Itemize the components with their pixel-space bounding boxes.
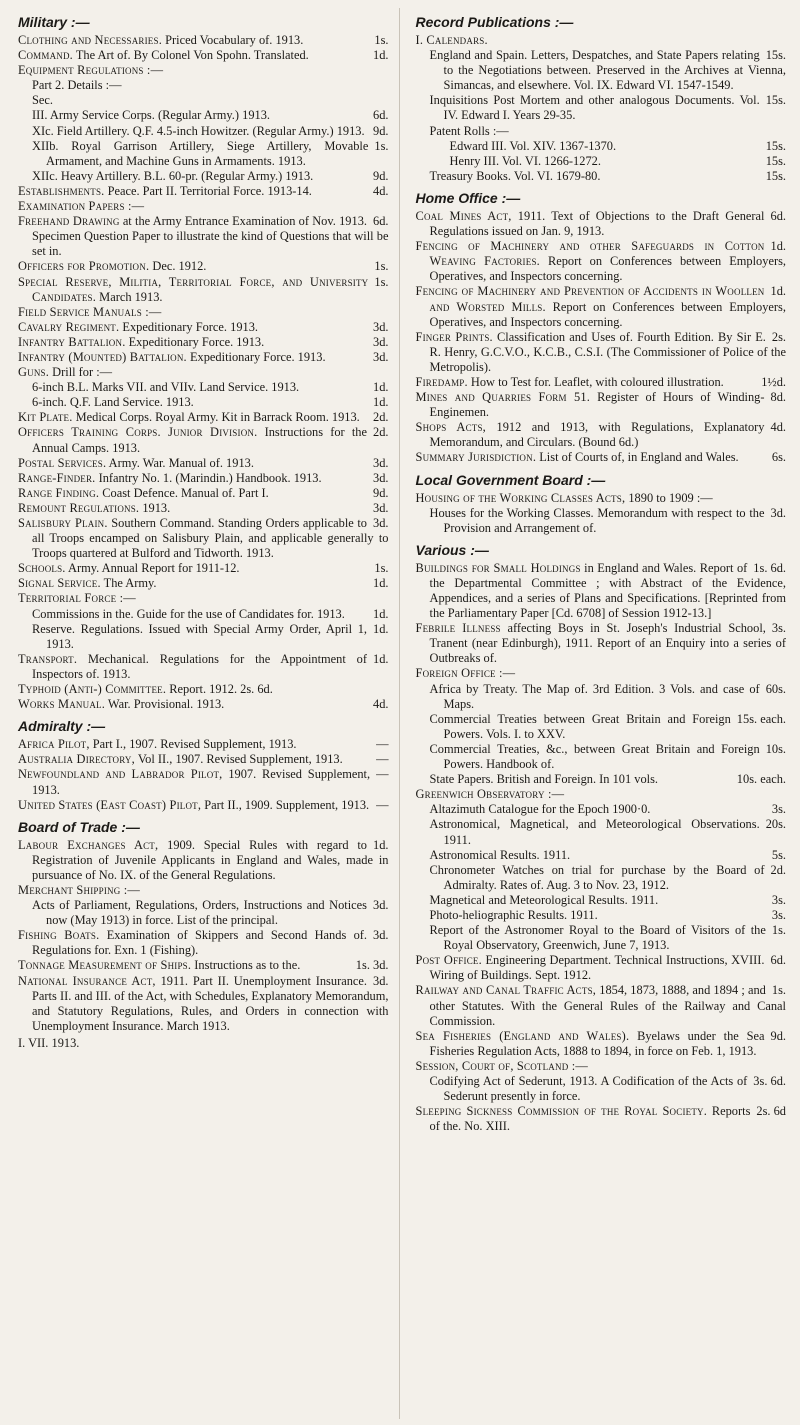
catalogue-entry [18, 305, 389, 320]
entry-price: 3s. [771, 802, 786, 817]
catalogue-entry [18, 275, 389, 305]
catalogue-entry [18, 682, 389, 697]
catalogue-entry [18, 93, 389, 108]
catalogue-entry [416, 284, 787, 329]
entry-price: 1s. [374, 138, 389, 153]
entry-title: Coal Mines Act, [415, 208, 512, 223]
entry-text: 1913. [142, 500, 171, 515]
entry-title: Fencing of Machinery and Prevention of Accidents in Woollen and Worsted Mills. [415, 284, 765, 314]
entry-text: War. Provisional. 1913. [107, 697, 225, 712]
entry-title: Cavalry Regiment. [18, 319, 120, 334]
entry-title: Salisbury Plain. [18, 516, 108, 530]
entry-title: Foreign Office :— [415, 666, 516, 681]
entry-text: Treasury Books. Vol. VI. 1679-80. [429, 168, 601, 183]
entry-text: Peace. Part II. Territorial Force. 1913-14. [107, 183, 312, 198]
entry-text: 1909. Special Rules with regard to Registration of Juvenile Applicants in England and Wales, made in pursuance of No. IX. of the General Regulations. [32, 837, 389, 882]
entry-price: 3d. [373, 455, 389, 470]
entry-text: Edward III. Vol. XIV. 1367-1370. [449, 138, 617, 153]
entry-text: Magnetical and Meteorological Results. 1911. [429, 892, 659, 907]
catalogue-entry [18, 169, 389, 184]
entry-title: Tonnage Measurement of Ships. [18, 958, 192, 973]
entry-text: 6-inch. Q.F. Land Service. 1913. [32, 395, 194, 410]
entry-text: List of Courts of, in England and Wales. [539, 450, 739, 465]
entry-price: 3d. [373, 349, 389, 364]
catalogue-entry [416, 1104, 787, 1134]
entry-price: 1d. [373, 837, 389, 852]
catalogue-entry [18, 78, 389, 93]
left-column [18, 8, 400, 1419]
catalogue-entry [18, 501, 389, 516]
entry-price: 1s. [771, 983, 786, 998]
catalogue-entry [416, 1074, 787, 1104]
catalogue-entry [18, 410, 389, 425]
catalogue-entry [416, 1059, 787, 1074]
entry-price: 3d. [373, 470, 389, 485]
entry-title: Command. [18, 48, 73, 63]
catalogue-entry [18, 320, 389, 335]
entry-price: 1s. 6d. [753, 560, 786, 575]
entry-title: Summary Jurisdiction. [415, 450, 537, 465]
catalogue-entry [416, 666, 787, 681]
entry-title: Febrile Illness [415, 621, 501, 636]
entry-title: United States (East Coast) Pilot, [18, 797, 202, 812]
entry-price: — [376, 767, 389, 782]
entry-price: 15s. [765, 48, 786, 63]
catalogue-entry [18, 33, 389, 48]
catalogue-entry [18, 591, 389, 606]
catalogue-entry [18, 259, 389, 274]
entry-title: Establishments. [18, 183, 105, 198]
entry-price: 1d. [373, 576, 389, 591]
entry-price: 2s. 6d [756, 1104, 786, 1119]
entry-text: 1907. Revised Supplement, 1913. [32, 767, 371, 797]
entry-title: Mines and Quarries Form 51. [415, 390, 591, 405]
entry-text: Reserve. Regulations. Issued with Special Army Order, April 1, 1913. [32, 621, 367, 651]
entry-text: Commercial Treaties, &c., between Great Britain and Foreign Powers. Handbook of. [429, 741, 760, 772]
catalogue-entry [18, 335, 389, 350]
entry-price: 3s. [771, 892, 786, 907]
entry-text: Byelaws under the Sea Fisheries Regulation Acts, 1888 to 1894, in force on Feb. 1, 1913. [429, 1028, 765, 1058]
entry-title: Sleeping Sickness Commission of the Royal Society. [415, 1104, 708, 1119]
section-heading: Various :— [415, 541, 489, 558]
entry-text: Chronometer Watches on trial for purchase by the Board of Admiralty. Rates of. Aug. 3 to Nov. 23, 1912. [429, 862, 765, 892]
entry-title: Schools. [18, 561, 66, 576]
catalogue-entry [18, 697, 389, 712]
entry-price: 15s. [765, 138, 786, 153]
catalogue-entry [18, 365, 389, 380]
entry-text: 1911. Part II. Unemployment Insurance. Parts II. and III. of the Act, with Schedules, Explanatory Memorandum, and Statutory Regulations, Rules, and Orders in connection with Unemployment Insurance. March 1913. [32, 973, 389, 1033]
catalogue-entry [18, 214, 389, 259]
entry-price: 1½d. [761, 374, 786, 389]
entry-title: Transport. [18, 651, 78, 666]
entry-text: 1911. Text of Objections to the Draft General Regulations issued on Jan. 9, 1913. [429, 208, 765, 239]
entry-text: State Papers. British and Foreign. In 101 vols. [429, 772, 659, 787]
entry-price: 1d. [373, 395, 389, 410]
catalogue-entry [18, 561, 389, 576]
entry-text: XIIc. Heavy Artillery. B.L. 60-pr. (Regular Army.) 1913. [32, 168, 314, 183]
entry-text: Priced Vocabulary of. 1913. [165, 33, 304, 47]
entry-text: at the Army Entrance Examination of Nov. 1913. Specimen Question Paper to illustrate the kind of Questions that will be set in. [32, 214, 389, 259]
entry-price: 9d. [373, 168, 389, 183]
catalogue-entry [18, 752, 389, 767]
entry-text: Report on Conferences between Employers, Operatives, and Inspectors concerning. [429, 299, 786, 329]
entry-price: 1d. [373, 606, 389, 621]
entry-text: March 1913. [99, 289, 163, 304]
catalogue-entry [416, 48, 787, 93]
entry-price: 3d. [770, 505, 786, 520]
entry-text: Mechanical. Regulations for the Appointment of Inspectors of. 1913. [32, 651, 367, 681]
catalogue-entry [416, 1029, 787, 1059]
entry-text: Reports of the. No. XIII. [429, 1104, 751, 1134]
entry-price: 1s. [374, 561, 389, 576]
entry-text: Engineering Department. Technical Instructions, XVIII. Wiring of Buildings. Sept. 1912. [429, 953, 765, 983]
entry-text: Astronomical Results. 1911. [429, 847, 571, 862]
entry-price: 1d. [373, 48, 389, 63]
entry-text: Houses for the Working Classes. Memorandum with respect to the Provision and Arrangement of. [429, 505, 765, 535]
entry-price: 4d. [770, 420, 786, 435]
section-heading: Local Government Board :— [415, 471, 606, 488]
entry-price: 1d. [373, 621, 389, 636]
entry-price: 4d. [373, 697, 389, 712]
catalogue-entry [18, 199, 389, 214]
catalogue-entry [416, 124, 787, 139]
catalogue-entry [416, 209, 787, 239]
entry-title: Finger Prints. [415, 329, 493, 344]
entry-text: Expeditionary Force. 1913. [128, 334, 265, 349]
catalogue-entry [18, 108, 389, 123]
page-footer: I. VII. 1913. [18, 1035, 80, 1050]
catalogue-entry [18, 928, 389, 958]
catalogue-entry [416, 390, 787, 420]
section-heading: Home Office :— [415, 189, 521, 206]
entry-price: 3d. [373, 898, 389, 913]
entry-price: 1d. [373, 651, 389, 666]
entry-price: 15s. [765, 93, 786, 108]
catalogue-entry [416, 787, 787, 802]
entry-text: Part II., 1909. Supplement, 1913. [204, 797, 370, 812]
catalogue-entry [18, 898, 389, 928]
catalogue-entry [416, 169, 787, 184]
entry-title: Signal Service. [18, 576, 101, 591]
entry-text: XIc. Field Artillery. Q.F. 4.5-inch Howitzer. (Regular Army.) 1913. [32, 123, 365, 138]
entry-text: Part 2. Details :— [32, 78, 122, 93]
entry-price: 1d. [770, 239, 786, 254]
entry-title: Africa Pilot, [18, 737, 90, 752]
entry-price: 1s. 3d. [355, 958, 389, 973]
entry-title: Infantry (Mounted) Battalion. [18, 349, 187, 364]
entry-price: 10s. each. [736, 772, 786, 787]
entry-price: 4d. [373, 183, 389, 198]
entry-text: Codifying Act of Sederunt, 1913. A Codification of the Acts of Sederunt presently in force. [429, 1074, 748, 1104]
entry-text: 1890 to 1909 :— [628, 490, 713, 505]
entry-text: Part I., 1907. Revised Supplement, 1913. [92, 737, 297, 752]
entry-price: 3d. [373, 319, 389, 334]
entry-price: 6d. [373, 214, 389, 229]
entry-price: 2d. [373, 425, 389, 440]
entry-price: 1s. [374, 33, 389, 47]
entry-price: 6d. [373, 108, 389, 123]
entry-text: Henry III. Vol. VI. 1266-1272. [449, 153, 601, 168]
entry-price: 20s. [765, 817, 786, 832]
entry-text: Examination of Skippers and Second Hands of. Regulations for. Exn. 1 (Fishing). [32, 928, 367, 958]
catalogue-entry [18, 737, 389, 752]
entry-price: 1s. [771, 923, 786, 938]
entry-price: 3d. [373, 516, 389, 530]
catalogue-entry [18, 48, 389, 63]
entry-text: Report on Conferences between Employers, Operatives, and Inspectors concerning. [429, 254, 786, 284]
entry-title: National Insurance Act, [18, 973, 156, 988]
entry-title: Examination Papers :— [18, 199, 145, 214]
catalogue-entry [18, 395, 389, 410]
catalogue-entry [18, 576, 389, 591]
catalogue-entry [416, 239, 787, 284]
entry-text: affecting Boys in St. Joseph's Industrial School, Tranent (near Edinburgh), 1911. Report of an Enquiry into a series of Outbreaks of. [429, 621, 786, 666]
entry-text: Altazimuth Catalogue for the Epoch 1900·0. [429, 802, 651, 817]
entry-price: 1d. [770, 284, 786, 299]
catalogue-entry [416, 802, 787, 817]
entry-title: Works Manual. [18, 697, 106, 712]
entry-price: 9d. [373, 123, 389, 138]
entry-price: — [376, 737, 389, 752]
section-heading: Military :— [18, 14, 90, 30]
catalogue-entry [18, 652, 389, 682]
entry-price: 1d. [373, 380, 389, 395]
entry-title: Labour Exchanges Act, [18, 837, 159, 852]
entry-title: Railway and Canal Traffic Acts, [415, 983, 597, 998]
entry-price: 1s. [374, 259, 389, 274]
entry-text: in England and Wales. Report of the Departmental Committee ; with Abstract of the Evidence, Appendices, and a series of Plans and Specifications. [Reprinted from the Parliamentary Paper [Cd. 6708] of Session 1912-13.] [429, 560, 786, 621]
entry-text: 6-inch B.L. Marks VII. and VIIv. Land Service. 1913. [32, 380, 300, 395]
entry-title: Clothing and Necessaries. [18, 33, 163, 47]
entry-title: Freehand Drawing [18, 214, 120, 229]
entry-title: Fishing Boats. [18, 928, 100, 943]
entry-text: Army. Annual Report for 1911-12. [68, 561, 240, 576]
entry-price: 1s. [374, 274, 389, 289]
catalogue-entry [18, 471, 389, 486]
entry-price: 3s. 6d. [753, 1074, 786, 1088]
catalogue-entry [416, 863, 787, 893]
catalogue-entry [416, 450, 787, 465]
entry-price: 9d. [770, 1028, 786, 1043]
catalogue-entry [18, 838, 389, 883]
entry-title: Kit Plate. [18, 410, 73, 425]
catalogue-entry [416, 33, 787, 48]
catalogue-entry [416, 953, 787, 983]
columns [18, 8, 786, 1419]
entry-price: 60s. [765, 681, 786, 696]
entry-title: Post Office. [415, 953, 482, 968]
entry-text: England and Spain. Letters, Despatches, and State Papers relating to the Negotiations between. Preserved in the Archives at Vienna, Simancas, and elsewhere. Vol. IX. Edward VI. 1547-1549. [429, 48, 786, 93]
entry-text: Astronomical, Magnetical, and Meteorological Observations. 1911. [429, 817, 760, 847]
entry-text: Expeditionary Force. 1913. [122, 319, 258, 334]
entry-price: 15s. [765, 168, 786, 183]
entry-text: Vol II., 1907. Revised Supplement, 1913. [137, 752, 343, 767]
catalogue-entry [416, 93, 787, 123]
right-column [416, 8, 787, 1419]
entry-price: 3s. [771, 621, 786, 636]
catalogue-entry [18, 974, 389, 1034]
entry-text: Inquisitions Post Mortem and other analogous Documents. Vol. IV. Edward I. Years 29-35. [429, 93, 760, 123]
entry-price: 3d. [373, 500, 389, 515]
entry-text: Instructions for the Annual Camps. 1913. [32, 425, 367, 455]
entry-price: — [376, 752, 389, 767]
entry-title: Housing of the Working Classes Acts, [415, 490, 626, 505]
entry-title: Remount Regulations. [18, 500, 140, 515]
entry-title: Range Finding. [18, 485, 100, 500]
catalogue-entry [18, 380, 389, 395]
entry-title: Greenwich Observatory :— [415, 787, 565, 802]
entry-text: Dec. 1912. [152, 259, 207, 274]
catalogue-entry [18, 607, 389, 622]
catalogue-entry [18, 883, 389, 898]
entry-text: Acts of Parliament, Regulations, Orders, Instructions and Notices now (May 1913) in force. List of the principal. [32, 898, 367, 928]
entry-title: Equipment Regulations :— [18, 63, 164, 78]
catalogue-entry [18, 184, 389, 199]
entry-price: 3d. [373, 334, 389, 349]
catalogue-entry [416, 848, 787, 863]
entry-price: 2d. [373, 410, 389, 425]
entry-title: Territorial Force :— [18, 591, 136, 606]
catalogue-entry [18, 139, 389, 169]
catalogue-entry [18, 516, 389, 561]
entry-title: Merchant Shipping :— [18, 882, 140, 897]
entry-price: — [376, 797, 389, 812]
entry-title: Sea Fisheries (England and Wales). [415, 1028, 630, 1043]
catalogue-entry [18, 486, 389, 501]
catalogue-entry [18, 425, 389, 455]
entry-text: Infantry No. 1. (Marindin.) Handbook. 1913. [98, 470, 322, 485]
entry-text: Commissions in the. Guide for the use of Candidates for. 1913. [32, 606, 345, 621]
section-heading: Record Publications :— [415, 14, 574, 30]
entry-text: Africa by Treaty. The Map of. 3rd Edition. 3 Vols. and case of Maps. [429, 681, 760, 711]
entry-text: Southern Command. Standing Orders applicable to all Troops encamped on Salisbury Plain, and applicable generally to Troops quartered at Bulford and Tidworth. 1913. [32, 516, 389, 561]
catalogue-entry [416, 893, 787, 908]
catalogue-entry [416, 983, 787, 1028]
entry-title: Firedamp. [415, 374, 468, 389]
entry-title: Postal Services. [18, 455, 107, 470]
entry-text: Patent Rolls :— [429, 123, 509, 138]
entry-text: Drill for :— [52, 365, 113, 380]
entry-title: Fencing of Machinery and other Safeguards in Cotton Weaving Factories. [415, 239, 765, 269]
entry-price: 9d. [373, 485, 389, 500]
catalogue-entry [18, 456, 389, 471]
entry-price: 2d. [770, 862, 786, 877]
entry-title: Special Reserve, Militia, Territorial Force, and University Candidates. [18, 274, 369, 304]
entry-price: 6s. [771, 450, 786, 465]
entry-title: Officers for Promotion. [18, 259, 150, 274]
catalogue-entry [416, 154, 787, 169]
entry-title: Typhoid (Anti-) Committee. [18, 682, 167, 697]
catalogue-entry [18, 958, 389, 973]
entry-title: I. Calendars. [415, 33, 488, 47]
entry-text: Army. War. Manual of. 1913. [108, 455, 254, 470]
catalogue-entry [416, 375, 787, 390]
entry-text: Register of Hours of Winding-Enginemen. [429, 390, 765, 420]
entry-price: 15s. [765, 153, 786, 168]
entry-text: Photo-heliographic Results. 1911. [429, 907, 598, 922]
catalogue-entry [18, 350, 389, 365]
catalogue-entry [18, 63, 389, 78]
catalogue-entry [416, 561, 787, 621]
entry-text: The Art of. By Colonel Von Spohn. Translated. [75, 48, 309, 63]
catalogue-entry [416, 682, 787, 712]
catalogue-entry [18, 622, 389, 652]
entry-text: XIIb. Royal Garrison Artillery, Siege Artillery, Movable Armament, and Machine Guns in Armaments. 1913. [32, 138, 369, 168]
entry-text: 1854, 1873, 1888, and 1894 ; and other Statutes. With the General Rules of the Railway and Canal Commission. [429, 983, 786, 1028]
entry-text: Instructions as to the. [194, 958, 301, 973]
entry-text: 1912 and 1913, with Regulations, Explanatory Memorandum, and Circulars. (Bound 6d.) [429, 420, 765, 450]
entry-title: Infantry Battalion. [18, 334, 126, 349]
entry-title: Range-Finder. [18, 470, 96, 485]
entry-text: III. Army Service Corps. (Regular Army.) 1913. [32, 108, 271, 123]
entry-text: Coast Defence. Manual of. Part I. [102, 485, 269, 500]
entry-price: 2s. [771, 329, 786, 344]
entry-title: Officers Training Corps. Junior Division. [18, 425, 258, 440]
section-heading: Board of Trade :— [18, 818, 140, 835]
section-heading: Admiralty :— [18, 718, 106, 735]
entry-price: 3d. [373, 973, 389, 988]
entry-price: 15s. each. [736, 711, 786, 726]
entry-price: 3d. [373, 928, 389, 943]
entry-price: 8d. [770, 390, 786, 405]
entry-price: 3s. [771, 907, 786, 922]
entry-text: Sec. [32, 93, 53, 108]
entry-title: Session, Court of, Scotland :— [415, 1058, 588, 1073]
catalogue-entry [416, 923, 787, 953]
catalogue-entry [416, 742, 787, 772]
entry-title: Guns. [18, 365, 50, 380]
entry-text: How to Test for. Leaflet, with coloured illustration. [470, 374, 724, 389]
catalogue-entry [416, 621, 787, 666]
catalogue-entry [18, 767, 389, 797]
catalogue-entry [18, 124, 389, 139]
catalogue-entry [416, 817, 787, 847]
entry-price: 6d. [770, 208, 786, 223]
catalogue-entry [18, 798, 389, 813]
catalogue-entry [416, 506, 787, 536]
entry-text: Commercial Treaties between Great Britain and Foreign Powers. Vols. I. to XXV. [429, 711, 731, 741]
catalogue-entry [416, 491, 787, 506]
entry-title: Buildings for Small Holdings [415, 560, 581, 575]
entry-price: 6d. [770, 953, 786, 968]
entry-title: Australia Directory, [18, 752, 135, 767]
entry-text: Medical Corps. Royal Army. Kit in Barrack Room. 1913. [75, 410, 360, 425]
catalogue-entry [416, 330, 787, 375]
entry-title: Field Service Manuals :— [18, 304, 162, 319]
catalogue-entry [416, 712, 787, 742]
entry-text: The Army. [103, 576, 157, 591]
entry-title: Newfoundland and Labrador Pilot, [18, 767, 223, 782]
entry-price: 10s. [765, 741, 786, 756]
entry-text: Expeditionary Force. 1913. [189, 349, 326, 364]
catalogue-entry [416, 139, 787, 154]
entry-text: Report. 1912. 2s. 6d. [169, 682, 273, 697]
entry-text: Classification and Uses of. Fourth Edition. By Sir E. R. Henry, G.C.V.O., K.C.B., C.S.I. (The Commissioner of Police of the Metropolis). [429, 329, 786, 374]
catalogue-entry [416, 908, 787, 923]
entry-title: Shops Acts, [415, 420, 486, 435]
catalogue-entry [416, 420, 787, 450]
catalogue-entry [416, 772, 787, 787]
entry-text: Report of the Astronomer Royal to the Board of Visitors of the Royal Observatory, Greenwich, June 7, 1913. [429, 923, 766, 953]
entry-price: 5s. [771, 847, 786, 862]
